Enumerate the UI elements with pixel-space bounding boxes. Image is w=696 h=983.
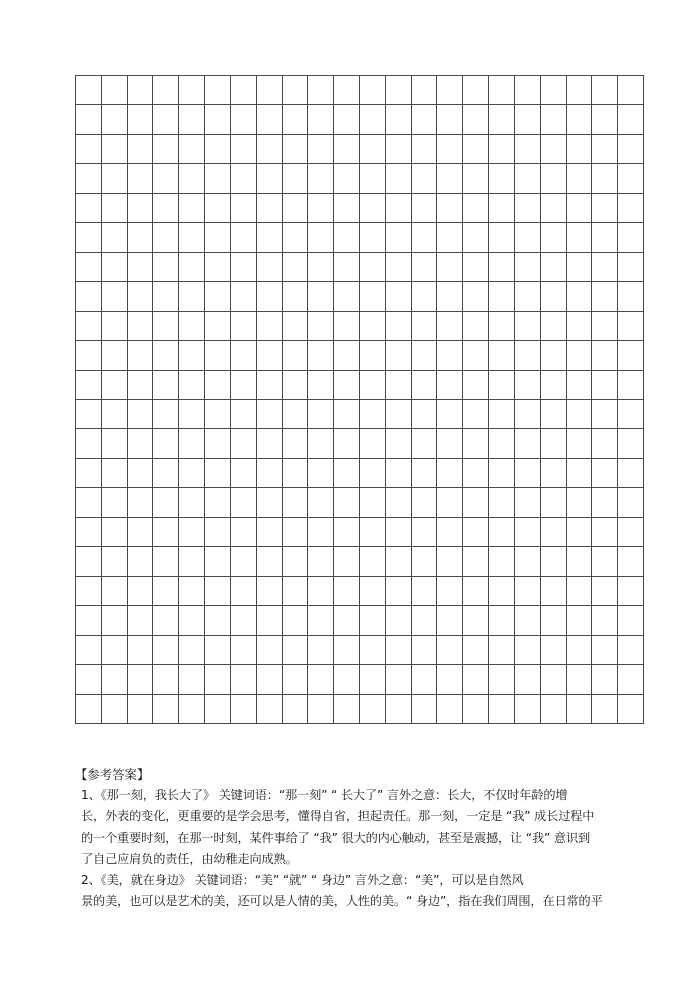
answer-line: 1、《那一刻，我长大了》 关键词语：“那一刻” “ 长大了” 言外之意：长大，不仅时年龄的增 bbox=[81, 788, 568, 803]
answer-item-2 bbox=[75, 870, 635, 912]
grid-lines bbox=[75, 75, 644, 724]
answer-line: 长，外表的变化，更重要的是学会思考，懂得自省，担起责任。那一刻，一定是 “我” 成长过程中 bbox=[81, 809, 595, 824]
answer-line: 了自己应肩负的责任，由幼稚走向成熟。 bbox=[81, 851, 298, 866]
answer-section bbox=[75, 764, 635, 912]
answer-line: 景的美，也可以是艺术的美，还可以是人情的美，人性的美。“ 身边”，指在我们周围，在日常的平 bbox=[81, 894, 603, 909]
answer-item-1 bbox=[75, 785, 635, 870]
answer-line: 2、《美，就在身边》 关键词语：“美” “就” “ 身边” 言外之意：“美”，可以是自然风 bbox=[81, 873, 524, 888]
answer-line: 的一个重要时刻，在那一时刻，某件事给了 “我” 很大的内心触动，甚至是震撼，让 “我” 意识到 bbox=[81, 830, 591, 845]
writing-grid bbox=[75, 75, 644, 724]
answer-heading: 【参考答案】 bbox=[75, 767, 150, 782]
